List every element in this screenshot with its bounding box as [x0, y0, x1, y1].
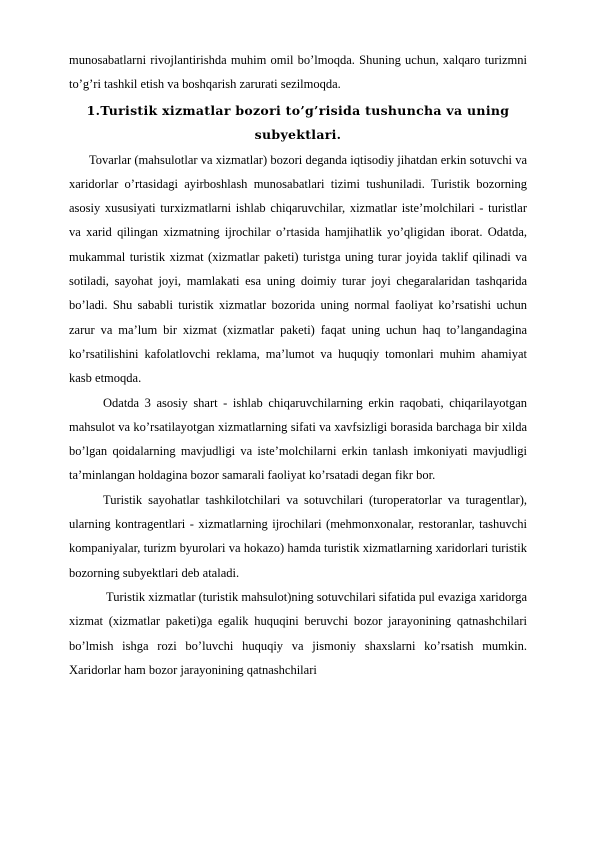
body-paragraph-2: Odatda 3 asosiy shart - ishlab chiqaruvchilarning erkin raqobati, chiqarilayotgan mahsulot va ko’rsatilayotgan xizmatlarning sifati va xavfsizligi borasida barchaga bir xilda bo’lgan qoidalarning mavjudligi va iste’molchilarni erkin tanlash imkoniyati mavjudligi ta’minlangan holdagina bozor samarali faoliyat ko’rsatadi degan fikr bor. [69, 395, 527, 483]
body-paragraph-1: Tovarlar (mahsulotlar va xizmatlar) bozori deganda iqtisodiy jihatdan erkin sotuvchi va xaridorlar o’rtasidagi ayirboshlash munosabatlari tizimi tushuniladi. Turistik bozorning asosiy xususiyati turxizmatlarni ishlab chiqaruvchilar, xizmatlar iste’molchilari - turistlar va xarid qilingan xizmatning ijrochilar o’rtasida hamjihatlik yo’qligidan iborat. Odatda, mukammal turistik xizmat (xizmatlar paketi) turistga uning turar joyida taklif qilinadi va sotiladi, sayohat joyi, mamlakati esa uning doimiy turar joyi chegaralaridan tashqarida bo’ladi. Shu sababli turistik xizmatlar bozorida uning normal faoliyat ko’rsatishi uchun zarur va ma’lum bir xizmat (xizmatlar paketi) faqat uning uchun haq to’langandagina ko’rsatilishini kafolatlovchi reklama, ma’lumot va huquqiy tomonlari muhim ahamiyat kasb etmoqda. [69, 152, 527, 386]
document-page [69, 48, 527, 682]
body-paragraph-3: Turistik sayohatlar tashkilotchilari va sotuvchilari (turoperatorlar va turagentlar), ularning kontragentlari - xizmatlarning ijrochilari (mehmonxonalar, restoranlar, tashuvchi kompaniyalar, turizm byurolari va hokazo) hamda turistik xizmatlarning xaridorlari turistik bozorning subyektlari deb ataladi. [69, 492, 527, 580]
intro-paragraph: munosabatlarni rivojlantirishda muhim omil bo’lmoqda. Shuning uchun, xalqaro turizmni to’g’ri tashkil etish va boshqarish zarurati sezilmoqda. [69, 53, 527, 92]
section-heading: 1.Turistik xizmatlar bozori to’g’risida tushuncha va uning subyektlari. [86, 102, 510, 142]
body-paragraph-4: Turistik xizmatlar (turistik mahsulot)ning sotuvchilari sifatida pul evaziga xaridorga xizmat (xizmatlar paketi)ga egalik huquqini beruvchi bozor jarayonining qatnashchilari bo’lmish ishga rozi bo’luvchi huquqiy va jismoniy shaxslarni ko’rsatish mumkin. Xaridorlar ham bozor jarayonining qatnashchilari [69, 589, 527, 677]
